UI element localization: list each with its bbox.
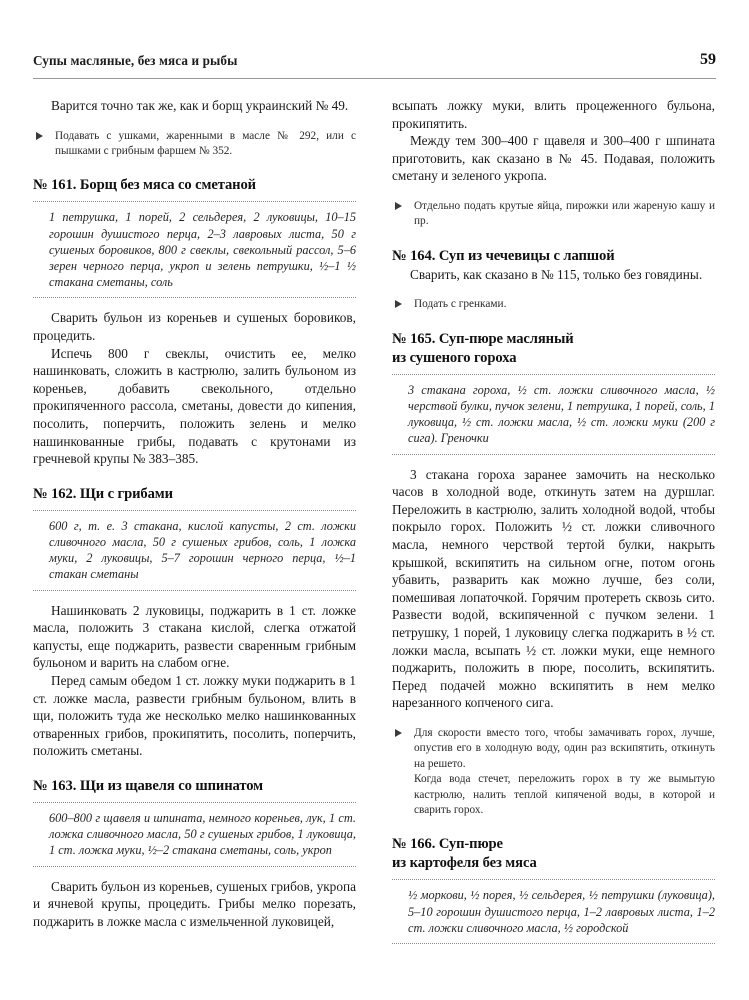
recipe-164-note	[392, 297, 715, 312]
recipe-162-title: Щи с грибами	[79, 485, 173, 502]
spacer	[33, 298, 356, 309]
recipe-163-step-1: Сварить бульон из кореньев, сушеных грибов, укропа и ячневой крупы, процедить. Грибы мелко порезать, поджарить в ложке масла с измельченной луковицей,	[33, 878, 356, 929]
recipe-162-step-1: Нашинковать 2 луковицы, поджарить в 1 ст. ложке масла, положить 3 стакана кислой, слегка отжатой капусты, еще поджарить, развести сваренным грибным бульоном и варить на слабом огне.	[33, 602, 356, 671]
running-head-title: Супы масляные, без мяса и рыбы	[33, 53, 238, 68]
page-columns	[33, 97, 716, 977]
recipe-163-number: № 163.	[33, 777, 77, 794]
triangle-bullet-icon	[395, 300, 402, 308]
recipe-161-heading	[33, 176, 356, 195]
recipe-161-title: Борщ без мяса со сметаной	[79, 177, 256, 194]
recipe-162-step-2: Перед самым обедом 1 ст. ложку муки поджарить в 1 ст. ложке масла, развести грибным бульоном, влить в щи, положить туда же несколько мелко нашинкованных отваренных грибов, прокипятить, посолить, поперчить, положить сметаны.	[33, 672, 356, 759]
recipe-165-step-1: 3 стакана гороха заранее замочить на несколько часов в холодной воде, откинуть затем на дуршлаг. Переложить в кастрюлю, залить холодной водой, чтобы покрыло горох. Положить ½ ст. ложки сливочного масла, немного черствой тертой булки, накрыть крышкой, вскипятить на сильном огне, потом огонь убавить, разварить как можно лучше, без соли, помешивая лопаточкой. Горячим протереть сквозь сито. Развести водой, вскипяченной с пучком зелени. 1 петрушку, 1 порей, 1 луковицу слегка поджарить в ½ ст. ложки масла, всыпать ½ ст. ложки муки, еще немного поджарить, положить в пюре, посолить, вскипятить. Перед подачей можно вскипятить в нем мелко нарезанного копченого сига.	[392, 466, 715, 711]
recipe-165-note-line-1: Для скорости вместо того, чтобы замачивать горох, лучше, опустив его в холодную воду, один раз вскипятить, откинуть на решето.	[414, 726, 715, 770]
recipe-166-number: № 166.	[392, 836, 436, 853]
recipe-166	[392, 835, 715, 944]
recipe-164-title: Суп из чечевицы с лапшой	[438, 247, 615, 264]
recipe-165-note	[392, 726, 715, 818]
serving-note-text: Подавать с ушками, жаренными в масле № 292, или с пышками с грибным фаршем № 352.	[55, 129, 356, 157]
serving-note-right	[392, 199, 715, 230]
spacer	[33, 867, 356, 878]
recipe-162-heading	[33, 485, 356, 504]
recipe-161-step-1: Сварить бульон из кореньев и сушеных боровиков, процедить.	[33, 310, 356, 344]
serving-note	[33, 129, 356, 160]
spacer	[392, 455, 715, 466]
recipe-166-title: Суп-пюре	[438, 836, 503, 853]
recipe-162-number: № 162.	[33, 485, 77, 502]
recipe-163-title: Щи из щавеля со шпинатом	[79, 777, 263, 794]
recipe-166-ingredients: ½ моркови, ½ порея, ½ сельдерея, ½ петрушки (луковица), 5–10 горошин душистого перца, 1–2 лавровых листа, 1–2 ст. ложки сливочного масла, ½ городской	[392, 879, 715, 944]
header-rule	[33, 78, 716, 79]
left-column	[33, 97, 356, 977]
recipe-163-ingredients: 600–800 г щавеля и шпината, немного кореньев, лук, 1 ст. ложка сливочного масла, 50 г сушеных грибов, 1 луковица, 1 ст. ложка муки, ½–2 стакана сметаны, соль, укроп	[33, 802, 356, 867]
recipe-165-ingredients: 3 стакана гороха, ½ ст. ложки сливочного масла, ½ черствой булки, пучок зелени, 1 петрушка, 1 порей, соль, 1 луковица, ½ ст. ложки масла, ½ ст. ложки муки (200 г сига). Греночки	[392, 374, 715, 455]
serving-note-right-text: Отдельно подать крутые яйца, пирожки или жареную кашу и пр.	[414, 199, 715, 228]
recipe-164-step-1: Сварить, как сказано в № 115, только без говядины.	[410, 266, 703, 282]
continuation-paragraph: Варится точно так же, как и борщ украинский № 49.	[51, 98, 349, 113]
recipe-161-ingredients: 1 петрушка, 1 порей, 2 сельдерея, 2 луковицы, 10–15 горошин душистого перца, 2–3 лавровых листа, 50 г сушеных боровиков, 800 г свеклы, свекольный рассол, 5–6 зерен черного перца, укроп и зелень петрушки, ½–1 ½ стакана сметаны, соль	[33, 201, 356, 298]
continuation-paragraph-a: всыпать ложку муки, влить процеженного бульона, прокипятить.	[392, 98, 715, 131]
triangle-bullet-icon	[395, 202, 402, 210]
recipe-165-heading	[392, 330, 715, 349]
recipe-162-ingredients: 600 г, т. е. 3 стакана, кислой капусты, 2 ст. ложки сливочного масла, 50 г сушеных грибов, соль, 1 ложка муки, 2 луковицы, 5–7 горошин черного перца, ½–1 стакан сметаны	[33, 510, 356, 591]
recipe-164-note-text: Подать с гренками.	[414, 298, 507, 311]
running-head	[33, 53, 716, 79]
recipe-164-heading	[392, 247, 715, 266]
recipe-164	[392, 247, 715, 313]
recipe-161-step-2: Испечь 800 г свеклы, очистить ее, мелко нашинковать, сложить в кастрюлю, залить бульоном из кореньев, добавить свекольного, отдельно прокипяченного рассола, сметаны, довести до кипения, посолить, поперчить, положить зелень и мелко нашинкованные грибы, подавать с крутонами из гречневой крупы № 383–385.	[33, 345, 356, 467]
right-column	[392, 97, 715, 977]
recipe-163	[33, 777, 356, 930]
continuation-paragraph-b: Между тем 300–400 г щавеля и 300–400 г шпината приготовить, как сказано в № 45. Подавая, положить сметану и зеленого укропа.	[392, 133, 715, 184]
recipe-165	[392, 330, 715, 819]
recipe-161-number: № 161.	[33, 177, 77, 194]
recipe-163-heading	[33, 777, 356, 796]
recipe-164-number: № 164.	[392, 247, 436, 264]
page-number: 59	[700, 51, 716, 68]
recipe-165-number: № 165.	[392, 330, 436, 347]
spacer	[33, 591, 356, 602]
recipe-165-note-line-2: Когда вода стечет, переложить горох в ту же вымытую кастрюлю, налить теплой кипяченой воды, в которой и сварить горох.	[414, 773, 715, 816]
recipe-162	[33, 485, 356, 760]
triangle-bullet-icon	[395, 729, 402, 737]
triangle-bullet-icon	[36, 132, 43, 140]
recipe-165-title: Суп-пюре масляный	[438, 330, 574, 347]
recipe-166-heading	[392, 835, 715, 854]
recipe-166-title-line2: из картофеля без мяса	[392, 855, 537, 872]
recipe-161	[33, 176, 356, 467]
recipe-165-title-line2: из сушеного гороха	[392, 349, 517, 366]
